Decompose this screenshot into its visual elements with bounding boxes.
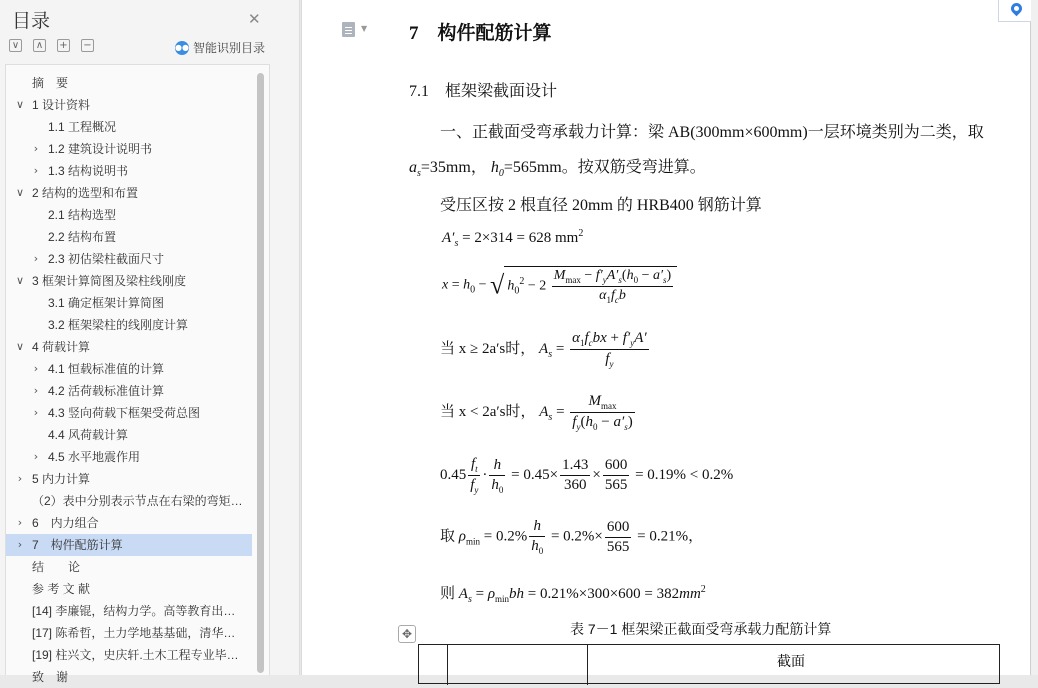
expand-all-icon[interactable]: ∧ (33, 39, 46, 52)
eq6-mid: = 0.2% (483, 528, 528, 545)
chevron-down-icon[interactable]: ∨ (15, 340, 25, 353)
toc-item[interactable] (6, 204, 252, 226)
equation-case-ge: 当 x ≥ 2a′s时， $A_s$ = $\frac{\alpha_1f_cbx + f'_yA'}{f_y}$ (440, 330, 647, 369)
toc-scrollbar[interactable] (257, 73, 264, 673)
toc-item[interactable] (6, 116, 252, 138)
toc-item-label: 4.5 水平地震作用 (48, 450, 141, 464)
toc-item[interactable] (6, 314, 252, 336)
collapse-all-icon[interactable]: ∨ (9, 39, 22, 52)
toc-item[interactable] (6, 534, 252, 556)
toc-item-label: 4.2 活荷载标准值计算 (48, 384, 165, 398)
eq3-prefix: 当 x ≥ 2a′s时， (440, 340, 536, 357)
table-column-divider (447, 645, 448, 685)
toc-item-label: [14] 李廉锟，结构力学。高等教育出… (32, 604, 236, 618)
toc-item-label: 3.2 框架梁柱的线刚度计算 (48, 318, 189, 332)
toc-item[interactable] (6, 446, 252, 468)
toc-item[interactable] (6, 358, 252, 380)
toc-item[interactable] (6, 490, 252, 512)
table-header-cell: 截面 (777, 653, 805, 669)
toc-item[interactable] (6, 248, 252, 270)
toc-item[interactable] (6, 336, 252, 358)
toc-item-label: 6 内力组合 (32, 516, 99, 530)
toc-item-label: 2.3 初估梁柱截面尺寸 (48, 252, 165, 266)
para2-h0-text: =565mm。按双筋受弯进算。 (503, 159, 706, 176)
toc-item-label: （2）表中分别表示节点在右梁的弯矩… (32, 494, 243, 508)
toc-item-label: [19] 柱兴文，史庆轩.土木工程专业毕… (32, 648, 239, 662)
eq1-rhs: = 2×314 = 628 mm (462, 230, 579, 246)
toc-item[interactable] (6, 644, 252, 666)
equation-as-prime: $A'_s = 2\times 314 = 628$ $mm^2$ (442, 228, 584, 249)
remove-heading-icon[interactable]: − (81, 39, 94, 52)
toc-item[interactable] (6, 226, 252, 248)
equation-rho-min: 取 $\rho_{min} = 0.2\%$ $\frac{h}{h_0}$ = 0.2%× $\frac{600}{565}$ = 0.21%， (440, 518, 704, 556)
eq7-rhs: = 0.21%×300×600 = 382 (527, 586, 680, 602)
toc-item[interactable] (6, 380, 252, 402)
toc-item-label: 4.1 恒载标准值的计算 (48, 362, 165, 376)
toc-item[interactable] (6, 578, 252, 600)
heading-1: 7 构件配筋计算 (409, 23, 552, 44)
toc-item-label: 1.3 结构说明书 (48, 164, 129, 178)
paragraph-2: $a_s=35mm$， $h_0=565mm$。按双筋受弯进算。 (409, 159, 706, 180)
toc-title: 目录 (12, 10, 51, 32)
toc-sidebar (0, 0, 300, 684)
toc-toolbar (9, 39, 94, 52)
toc-item-label: 2 结构的选型和布置 (32, 186, 139, 200)
toc-item-label: 3 框架计算简图及梁柱线刚度 (32, 274, 187, 288)
toc-item-label: 5 内力计算 (32, 472, 91, 486)
chevron-down-icon[interactable]: ∨ (15, 274, 25, 287)
toc-item[interactable] (6, 138, 252, 160)
smart-toc-label: 智能识别目录 (193, 41, 266, 55)
toc-item-label: 4.3 竖向荷载下框架受荷总图 (48, 406, 201, 420)
heading-2: 7.1 框架梁截面设计 (409, 83, 558, 100)
toc-item[interactable] (6, 72, 252, 94)
para2-as-text: =35mm， (420, 159, 487, 176)
chevron-right-icon[interactable]: › (33, 164, 39, 177)
eq6-prefix: 取 (440, 528, 456, 545)
toc-item[interactable] (6, 160, 252, 182)
toc-item-label: 4.4 风荷载计算 (48, 428, 129, 442)
eq5-tail: = 0.19% < 0.2% (635, 466, 734, 483)
toc-item[interactable] (6, 292, 252, 314)
toc-item[interactable] (6, 182, 252, 204)
document-page (301, 0, 1031, 675)
toc-item[interactable] (6, 600, 252, 622)
ai-icon: ●● (175, 41, 189, 55)
reinforcement-table (418, 644, 1000, 684)
document-icon[interactable] (342, 22, 355, 37)
table-column-divider (587, 645, 588, 685)
toc-item-label: 参 考 文 献 (32, 582, 91, 596)
chevron-down-icon[interactable]: ∨ (15, 186, 25, 199)
chevron-right-icon[interactable]: › (33, 450, 39, 463)
toc-item-label: 摘 要 (32, 76, 69, 90)
equation-as-result: 则 $A_s = \rho_{min}bh = 0.21\%\times 300\times 600 = 382mm^2$ (440, 584, 706, 605)
eq7-prefix: 则 (440, 586, 456, 602)
chevron-right-icon[interactable]: › (33, 362, 39, 375)
table-move-handle-icon[interactable]: ✥ (398, 625, 416, 643)
toc-item-label: [17] 陈希哲，土力学地基基础，清华… (32, 626, 236, 640)
chevron-right-icon[interactable]: › (33, 406, 39, 419)
chevron-right-icon[interactable]: › (17, 516, 23, 529)
toc-item[interactable] (6, 270, 252, 292)
eq5-rhs: = 0.45× (511, 466, 559, 483)
chevron-down-icon[interactable]: ∨ (15, 98, 25, 111)
toc-item-label: 结 论 (32, 560, 81, 574)
toc-item[interactable] (6, 402, 252, 424)
equation-case-lt: 当 x < 2a′s时， $A_s$ = $\frac{M_{max}}{f_y(h_0 - a'_s)}$ (440, 393, 633, 432)
table-caption: 表 7－1 框架梁正截面受弯承载力配筋计算 (570, 621, 832, 637)
toc-item[interactable] (6, 666, 252, 688)
paragraph-3: 受压区按 2 根直径 20mm 的 HRB400 钢筋计算 (440, 197, 762, 214)
chevron-right-icon[interactable]: › (17, 538, 23, 551)
right-scroll-strip (1031, 0, 1038, 675)
toc-item-label: 致 谢 (32, 670, 69, 684)
toc-item[interactable] (6, 556, 252, 578)
location-pin-icon (1009, 1, 1025, 17)
toc-item[interactable] (6, 512, 252, 534)
toc-item-label: 2.1 结构选型 (48, 208, 117, 222)
chevron-right-icon[interactable]: › (33, 142, 39, 155)
toc-item-label: 7 构件配筋计算 (32, 538, 123, 552)
toc-item[interactable] (6, 622, 252, 644)
equation-min-ratio: 0.45 $\frac{f_t}{f_y}$ · $\frac{h}{h_0}$ = 0.45× $\frac{1.43}{360}$ × $\frac{600}{565}$ = 0.19% < 0.2% (440, 456, 734, 495)
close-icon[interactable]: ✕ (248, 11, 261, 28)
location-button[interactable] (998, 0, 1033, 22)
add-heading-icon[interactable]: + (57, 39, 70, 52)
toc-item[interactable] (6, 424, 252, 446)
eq4-prefix: 当 x < 2a′s时， (440, 403, 536, 420)
chevron-right-icon[interactable]: › (33, 252, 39, 265)
equation-x: $x = h_0$ − √ $h_0^2 - 2$ $\frac{M_{max} - f'_yA'_s(h_0 - a'_s)}{\alpha_1f_cb}$ (442, 266, 677, 305)
toc-item-label: 1 设计资料 (32, 98, 91, 112)
smart-toc-button[interactable] (175, 39, 265, 56)
chevron-right-icon[interactable]: › (33, 384, 39, 397)
eq6-tail: = 0.21%， (637, 528, 704, 545)
chevron-down-icon[interactable]: ▼ (361, 24, 368, 33)
toc-item[interactable] (6, 94, 252, 116)
toc-item-label: 1.2 建筑设计说明书 (48, 142, 153, 156)
toc-item-label: 2.2 结构布置 (48, 230, 117, 244)
toc-list (5, 64, 270, 684)
toc-item-label: 3.1 确定框架计算简图 (48, 296, 165, 310)
toc-item-label: 1.1 工程概况 (48, 120, 117, 134)
toc-item[interactable] (6, 468, 252, 490)
paragraph-1: 一、正截面受弯承载力计算：梁 AB(300mm×600mm)一层环境类别为二类，取 (440, 124, 984, 141)
chevron-right-icon[interactable]: › (17, 472, 23, 485)
toc-item-label: 4 荷载计算 (32, 340, 91, 354)
